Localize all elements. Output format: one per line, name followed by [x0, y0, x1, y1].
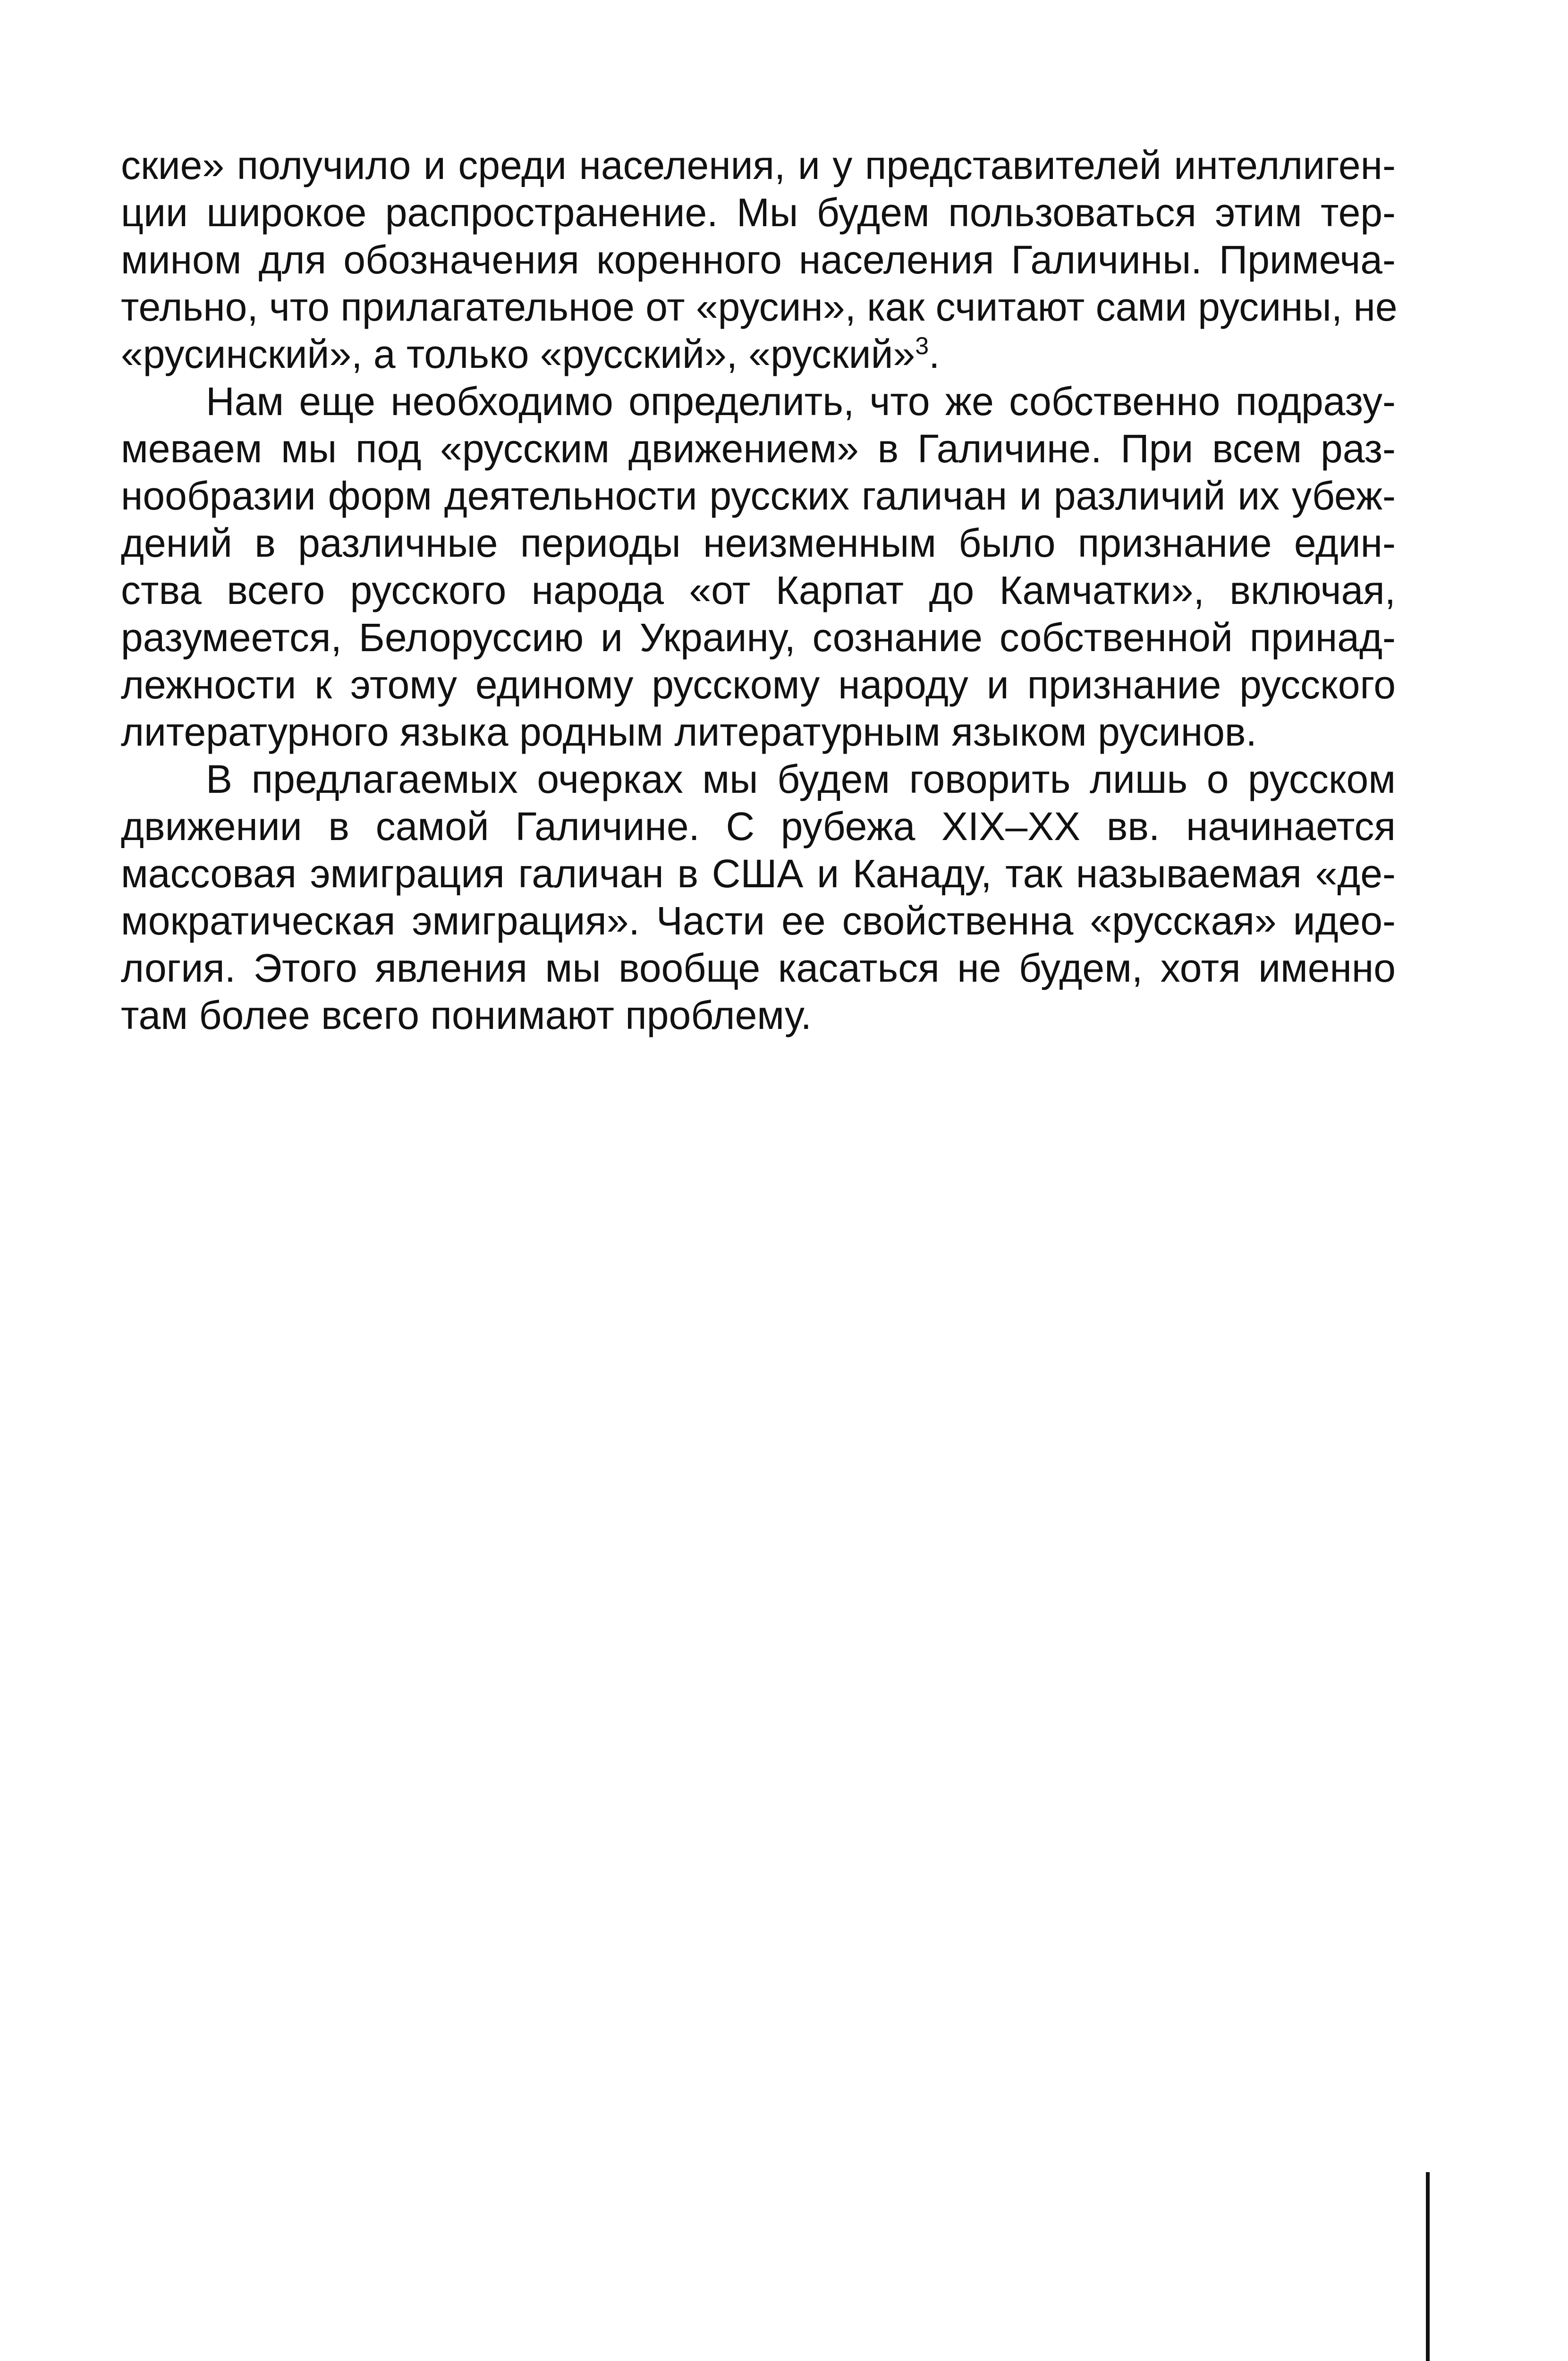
- text-line: мином для обозначения коренного населения Галичины. Примеча-: [121, 238, 1396, 282]
- paragraph-1: [121, 142, 1396, 378]
- margin-rule: [1426, 2172, 1430, 2361]
- text-line: разумеется, Белоруссию и Украину, сознание собственной принад-: [121, 615, 1396, 660]
- text-line: лежности к этому единому русскому народу и признание русского: [121, 662, 1396, 707]
- footnote-marker[interactable]: 3: [915, 332, 929, 360]
- body-text: [121, 142, 1396, 1039]
- text-line: массовая эмиграция галичан в США и Канаду, так называемая «де-: [121, 851, 1396, 896]
- text-line: Нам еще необходимо определить, что же собственно подразу-: [206, 379, 1396, 424]
- text-line-last: [121, 331, 1396, 378]
- text-line: меваем мы под «русским движением» в Галичине. При всем раз-: [121, 426, 1396, 471]
- text-fragment-end: .: [929, 332, 940, 376]
- paragraph-3: [121, 756, 1396, 1039]
- text-line-last: литературного языка родным литературным языком русинов.: [121, 710, 1257, 754]
- text-line: ства всего русского народа «от Карпат до Камчатки», включая,: [121, 568, 1396, 612]
- text-line: В предлагаемых очерках мы будем говорить лишь о русском: [206, 757, 1396, 801]
- text-line: движении в самой Галичине. С рубежа XIX–XX вв. начинается: [121, 804, 1396, 849]
- text-line: логия. Этого явления мы вообще касаться не будем, хотя именно: [121, 946, 1396, 990]
- text-line: нообразии форм деятельности русских галичан и различий их убеж-: [121, 474, 1396, 518]
- text-fragment: «русинский», а только «русский», «руский»: [121, 332, 915, 376]
- text-line: тельно, что прилагательное от «русин», как считают сами русины, не: [121, 285, 1398, 329]
- text-line: дений в различные периоды неизменным было признание един-: [121, 521, 1396, 565]
- paragraph-2: [121, 378, 1396, 756]
- text-line-last: там более всего понимают проблему.: [121, 993, 812, 1037]
- text-line: мократическая эмиграция». Части ее свойственна «русская» идео-: [121, 899, 1396, 943]
- text-line: ции широкое распространение. Мы будем пользоваться этим тер-: [121, 190, 1396, 235]
- text-line: ские» получило и среди населения, и у представителей интеллиген-: [121, 143, 1396, 187]
